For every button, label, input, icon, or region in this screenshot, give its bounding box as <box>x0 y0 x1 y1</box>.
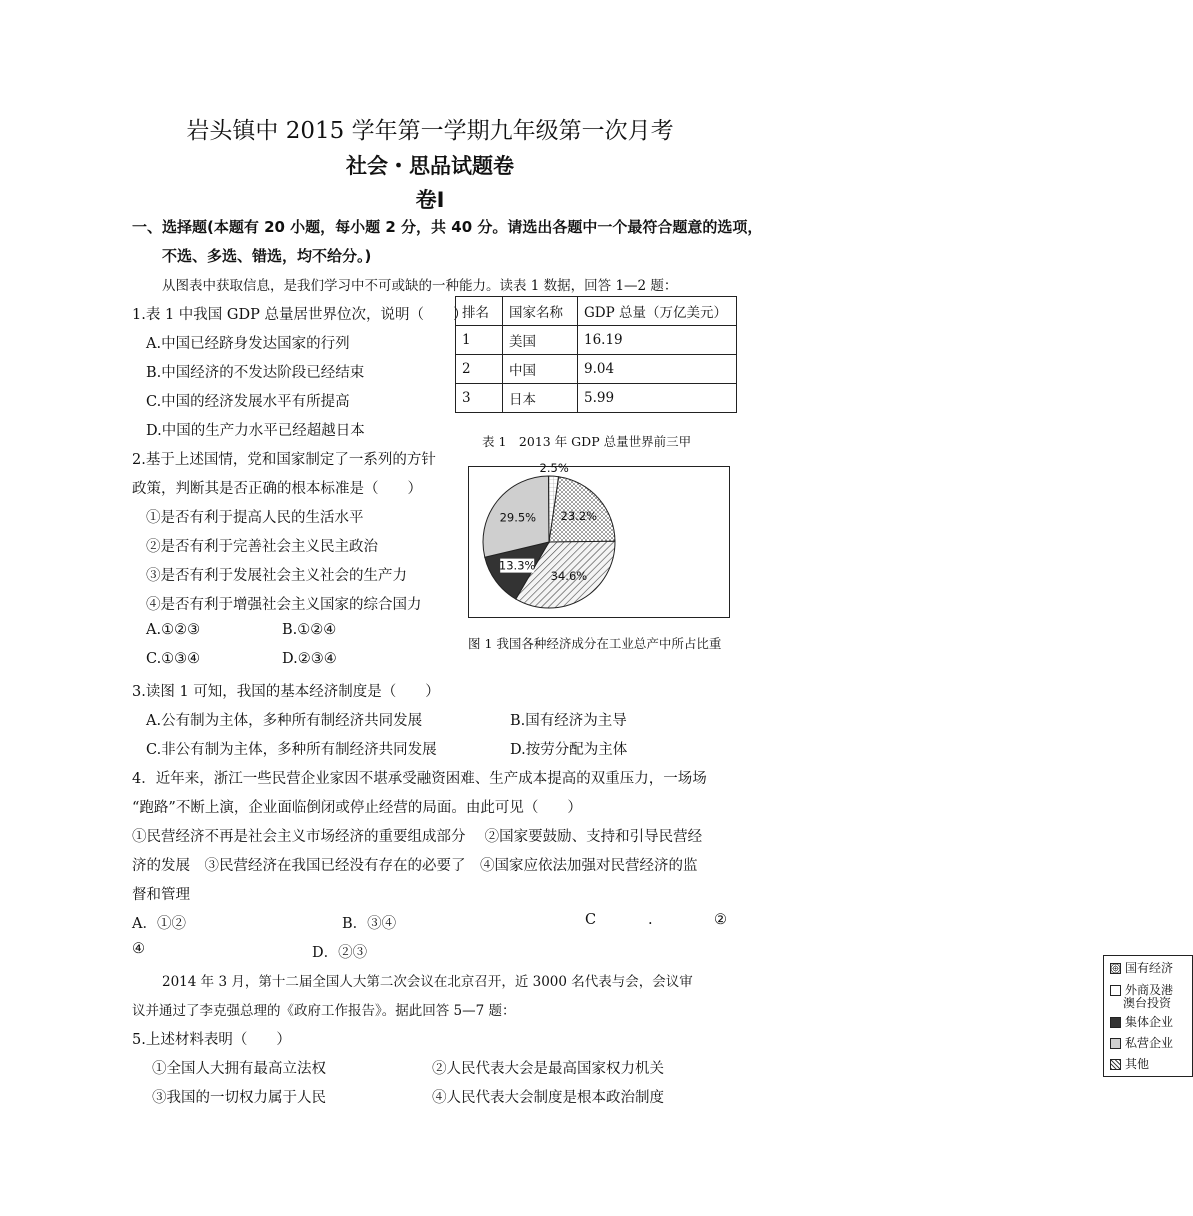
table-header-cell: 排名 <box>456 297 503 326</box>
exam-subtitle: 社会・思品试题卷 <box>346 154 514 178</box>
legend-label: 私营企业 <box>1125 1036 1174 1050</box>
table-cell: 9.04 <box>578 355 737 384</box>
gdp-table <box>455 296 737 413</box>
legend-label: 澳台投资 <box>1123 996 1172 1010</box>
figure-caption: 图 1 我国各种经济成分在工业总产中所占比重 <box>468 636 722 651</box>
q4-option-c-dot: . <box>648 912 653 928</box>
table-caption: 表 1 2013 年 GDP 总量世界前三甲 <box>482 434 692 449</box>
q3-option-d: D.按劳分配为主体 <box>510 742 628 758</box>
q2-item-1: ①是否有利于提高人民的生活水平 <box>146 510 364 526</box>
table-row <box>456 326 737 355</box>
q2-stem-line1: 2.基于上述国情，党和国家制定了一系列的方针 <box>132 452 436 468</box>
slice-percent-label: 2.5% <box>539 461 569 476</box>
q4-line2: “跑路”不断上演，企业面临倒闭或停止经营的局面。由此可见（ ） <box>132 800 582 816</box>
q4-option-c-item2: ④ <box>132 941 145 957</box>
legend-swatch-white <box>1110 985 1121 996</box>
legend-label: 外商及港 <box>1125 983 1174 997</box>
q3-option-a: A.公有制为主体，多种所有制经济共同发展 <box>146 713 423 729</box>
legend-label: 国有经济 <box>1125 961 1174 975</box>
q1-option-b: B.中国经济的不发达阶段已经结束 <box>146 365 365 381</box>
q1-option-c: C.中国的经济发展水平有所提高 <box>146 394 350 410</box>
q4-option-b: B．③④ <box>342 916 397 932</box>
q3-option-b: B.国有经济为主导 <box>510 713 627 729</box>
q3-option-c: C.非公有制为主体，多种所有制经济共同发展 <box>146 742 437 758</box>
legend-item <box>1110 1037 1173 1049</box>
legend-swatch-hatch <box>1110 1059 1121 1070</box>
slice-percent-label: 23.2% <box>560 508 598 523</box>
q5-stem: 5.上述材料表明（ ） <box>132 1032 291 1048</box>
legend-item-continuation <box>1123 997 1171 1009</box>
q4-line4: 济的发展 ③民营经济在我国已经没有存在的必要了 ④国家应依法加强对民营经济的监 <box>132 858 698 874</box>
table-cell: 日本 <box>503 384 578 413</box>
table-cell: 2 <box>456 355 503 384</box>
q4-option-d: D．②③ <box>312 945 368 961</box>
q3-stem: 3.读图 1 可知，我国的基本经济制度是（ ） <box>132 684 440 700</box>
q2-item-3: ③是否有利于发展社会主义社会的生产力 <box>146 568 407 584</box>
pie-chart <box>469 461 629 617</box>
intro-text-1: 从图表中获取信息，是我们学习中不可或缺的一种能力。读表 1 数据，回答 1—2 题： <box>162 278 678 294</box>
q4-option-a: A．①② <box>132 916 186 932</box>
table-header-cell: 国家名称 <box>503 297 578 326</box>
legend-item <box>1110 1016 1173 1028</box>
q2-option-d: D.②③④ <box>282 651 337 667</box>
q2-option-a: A.①②③ <box>146 622 201 638</box>
legend-label: 其他 <box>1125 1057 1150 1071</box>
q5-item-3: ③我国的一切权力属于人民 <box>152 1090 326 1106</box>
q2-option-c: C.①③④ <box>146 651 201 667</box>
table-cell: 3 <box>456 384 503 413</box>
table-header-cell: GDP 总量（万亿美元） <box>578 297 737 326</box>
q5-item-1: ①全国人大拥有最高立法权 <box>152 1061 326 1077</box>
q4-line1: 4．近年来，浙江一些民营企业家因不堪承受融资困难、生产成本提高的双重压力，一场场 <box>132 771 707 787</box>
legend-item <box>1110 962 1173 974</box>
legend-item <box>1110 984 1173 996</box>
table-cell: 16.19 <box>578 326 737 355</box>
legend-swatch-dots <box>1110 963 1121 974</box>
legend-swatch-dark <box>1110 1017 1121 1028</box>
legend-item <box>1110 1058 1149 1070</box>
table-row <box>456 384 737 413</box>
slice-percent-label: 34.6% <box>550 569 588 584</box>
table-cell: 5.99 <box>578 384 737 413</box>
q5-item-2: ②人民代表大会是最高国家权力机关 <box>432 1061 664 1077</box>
section-heading-line1: 一、选择题(本题有 20 小题，每小题 2 分，共 40 分。请选出各题中一个最符合题意的选项， <box>132 218 763 236</box>
q2-item-4: ④是否有利于增强社会主义国家的综合国力 <box>146 597 422 613</box>
table-cell: 1 <box>456 326 503 355</box>
q2-stem-line2: 政策，判断其是否正确的根本标准是（ ） <box>132 481 422 497</box>
q4-option-c: C <box>585 912 597 928</box>
q5-item-4: ④人民代表大会制度是根本政治制度 <box>432 1090 664 1106</box>
q1-stem: 1.表 1 中我国 GDP 总量居世界位次，说明（ ） <box>132 307 468 323</box>
q1-option-d: D.中国的生产力水平已经超越日本 <box>146 423 365 439</box>
q2-item-2: ②是否有利于完善社会主义民主政治 <box>146 539 378 555</box>
table-cell: 中国 <box>503 355 578 384</box>
slice-percent-label: 29.5% <box>499 510 537 525</box>
volume-label: 卷Ⅰ <box>415 188 445 212</box>
chart-legend <box>1103 955 1193 1077</box>
table-cell: 美国 <box>503 326 578 355</box>
legend-label: 集体企业 <box>1125 1015 1174 1029</box>
q1-option-a: A.中国已经跻身发达国家的行列 <box>146 336 350 352</box>
q4-line5: 督和管理 <box>132 887 190 903</box>
slice-percent-label: 13.3% <box>498 558 536 573</box>
table-row <box>456 355 737 384</box>
intro-text-2-line2: 议并通过了李克强总理的《政府工作报告》。据此回答 5—7 题： <box>132 1003 516 1019</box>
intro-text-2-line1: 2014 年 3 月，第十二届全国人大第二次会议在北京召开，近 3000 名代表与会，会议审 <box>162 974 693 990</box>
exam-title: 岩头镇中 2015 学年第一学期九年级第一次月考 <box>186 118 674 144</box>
q4-line3: ①民营经济不再是社会主义市场经济的重要组成部分 ②国家要鼓励、支持和引导民营经 <box>132 829 703 845</box>
q4-option-c-item1: ② <box>714 912 727 928</box>
legend-swatch-light <box>1110 1038 1121 1049</box>
q2-option-b: B.①②④ <box>282 622 337 638</box>
table-header-row <box>456 297 737 326</box>
section-heading-line2: 不选、多选、错选，均不给分。) <box>162 247 372 265</box>
